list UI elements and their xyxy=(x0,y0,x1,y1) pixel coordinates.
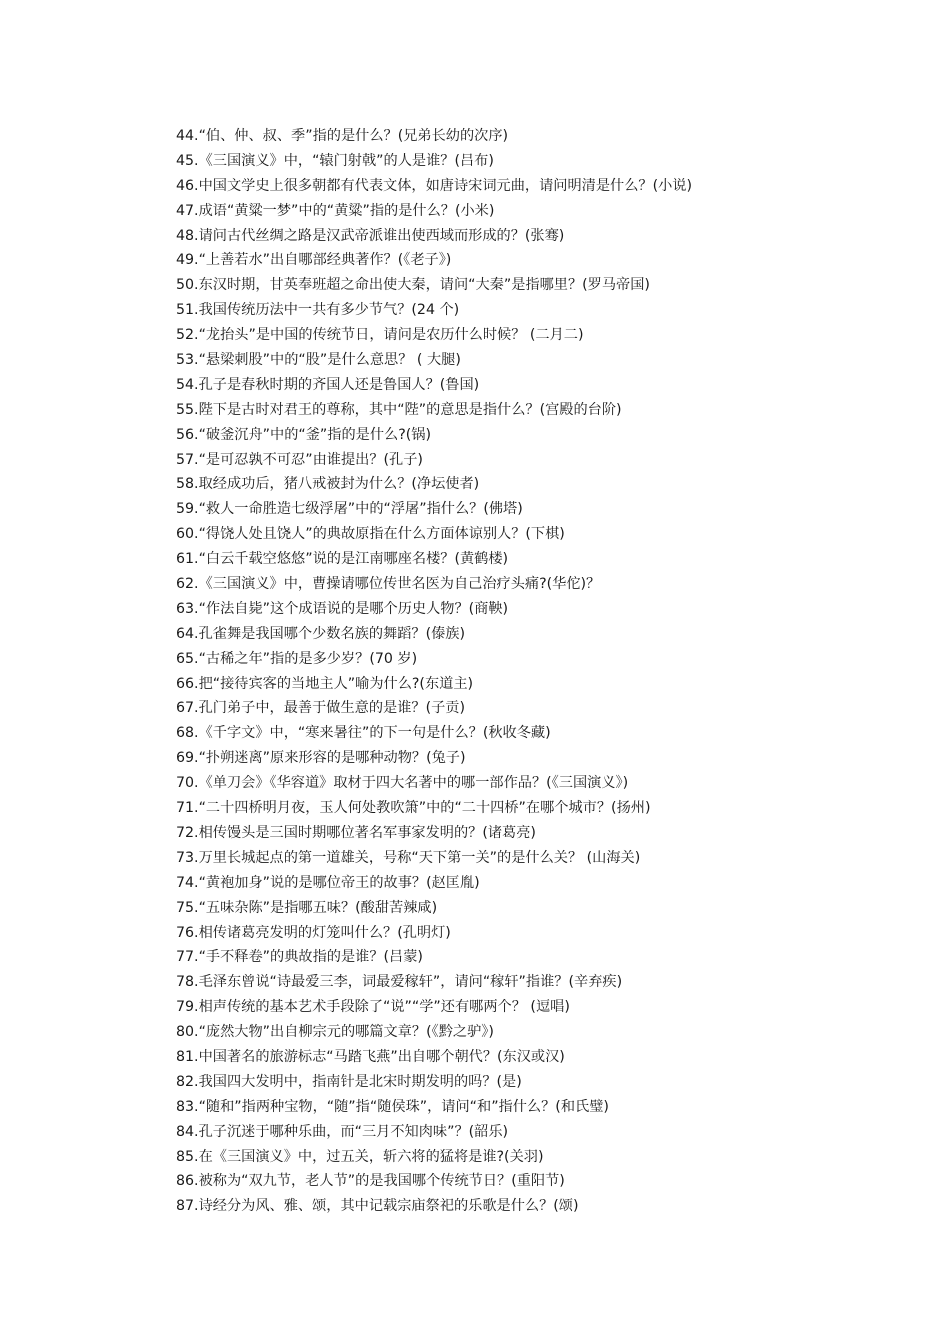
qa-line: 46.中国文学史上很多朝都有代表文体，如唐诗宋词元曲，请问明清是什么？(小说) xyxy=(176,177,693,194)
qa-line: 68.《千字文》中，“寒来暑往”的下一句是什么？(秋收冬藏) xyxy=(176,725,551,742)
qa-line: 72.相传馒头是三国时期哪位著名军事家发明的？(诸葛亮) xyxy=(176,824,536,841)
qa-line: 49.“上善若水”出自哪部经典著作？(《老子》) xyxy=(176,252,452,269)
qa-line: 62.《三国演义》中，曹操请哪位传世名医为自己治疗头痛?(华佗)？ xyxy=(176,576,601,593)
qa-line: 48.请问古代丝绸之路是汉武帝派谁出使西域而形成的？(张骞) xyxy=(176,227,565,244)
qa-line: 66.把“接待宾客的当地主人”喻为什么?(东道主) xyxy=(176,675,474,692)
qa-line: 87.诗经分为风、雅、颂，其中记载宗庙祭祀的乐歌是什么？(颂) xyxy=(176,1198,579,1215)
qa-line: 65.“古稀之年”指的是多少岁？(70 岁) xyxy=(176,650,418,667)
qa-line: 64.孔雀舞是我国哪个少数名族的舞蹈？(傣族) xyxy=(176,625,466,642)
qa-list xyxy=(176,124,856,1219)
qa-line: 77.“手不释卷”的典故指的是谁？(吕蒙) xyxy=(176,949,423,966)
qa-line: 67.孔门弟子中，最善于做生意的是谁？(子贡) xyxy=(176,700,466,717)
qa-line: 69.“扑朔迷离”原来形容的是哪种动物？(兔子) xyxy=(176,750,466,767)
qa-line: 52.“龙抬头”是中国的传统节日，请问是农历什么时候？ (二月二) xyxy=(176,327,584,344)
qa-line: 83.“随和”指两种宝物，“随”指“随侯珠”，请问“和”指什么？(和氏璧) xyxy=(176,1098,609,1115)
qa-line: 71.“二十四桥明月夜，玉人何处教吹箫”中的“二十四桥”在哪个城市？(扬州) xyxy=(176,800,651,817)
qa-line: 75.“五味杂陈”是指哪五味？(酸甜苦辣咸) xyxy=(176,899,438,916)
qa-line: 58.取经成功后，猪八戒被封为什么？(净坛使者) xyxy=(176,476,480,493)
qa-line: 44.“伯、仲、叔、季”指的是什么？(兄弟长幼的次序) xyxy=(176,128,509,144)
qa-line: 56.“破釜沉舟”中的“釜”指的是什么?(锅) xyxy=(176,426,432,443)
qa-line: 74.“黄袍加身”说的是哪位帝王的故事？(赵匡胤) xyxy=(176,874,480,891)
qa-line: 82.我国四大发明中，指南针是北宋时期发明的吗？(是) xyxy=(176,1073,522,1090)
qa-line: 45.《三国演义》中，“辕门射戟”的人是谁？(吕布) xyxy=(176,152,494,169)
qa-line: 86.被称为“双九节，老人节”的是我国哪个传统节日？(重阳节) xyxy=(176,1173,565,1190)
qa-line: 57.“是可忍孰不可忍”由谁提出？(孔子) xyxy=(176,451,423,468)
qa-line: 53.“悬梁刺股”中的“股”是什么意思？ ( 大腿) xyxy=(176,352,461,369)
qa-line: 81.中国著名的旅游标志“马踏飞燕”出自哪个朝代？(东汉或汉) xyxy=(176,1048,565,1065)
qa-line: 60.“得饶人处且饶人”的典故原指在什么方面体谅别人？(下棋) xyxy=(176,526,565,543)
qa-line: 51.我国传统历法中一共有多少节气？(24 个) xyxy=(176,302,460,319)
qa-line: 59.“救人一命胜造七级浮屠”中的“浮屠”指什么？(佛塔) xyxy=(176,501,523,518)
qa-line: 84.孔子沉迷于哪种乐曲，而“三月不知肉味”？(韶乐) xyxy=(176,1123,509,1140)
qa-line: 79.相声传统的基本艺术手段除了“说”“学”还有哪两个？ (逗唱) xyxy=(176,999,570,1016)
qa-line: 73.万里长城起点的第一道雄关，号称“天下第一关”的是什么关？ (山海关) xyxy=(176,849,641,866)
qa-line: 54.孔子是春秋时期的齐国人还是鲁国人？(鲁国) xyxy=(176,376,480,393)
qa-line: 76.相传诸葛亮发明的灯笼叫什么？(孔明灯) xyxy=(176,924,451,941)
qa-line: 55.陛下是古时对君王的尊称，其中“陛”的意思是指什么？(宫殿的台阶) xyxy=(176,401,622,418)
qa-line: 63.“作法自毙”这个成语说的是哪个历史人物？(商鞅) xyxy=(176,600,509,617)
qa-line: 85.在《三国演义》中，过五关，斩六将的猛将是谁?(关羽) xyxy=(176,1148,544,1165)
qa-line: 80.“庞然大物”出自柳宗元的哪篇文章？(《黔之驴》) xyxy=(176,1024,494,1041)
qa-line: 78.毛泽东曾说“诗最爱三李，词最爱稼轩”，请问“稼轩”指谁？(辛弃疾) xyxy=(176,974,623,991)
qa-line: 50.东汉时期，甘英奉班超之命出使大秦，请问“大秦”是指哪里？(罗马帝国) xyxy=(176,277,650,294)
qa-line: 70.《单刀会》《华容道》取材于四大名著中的哪一部作品？(《三国演义》) xyxy=(176,775,629,792)
qa-line: 47.成语“黄粱一梦”中的“黄粱”指的是什么？(小米) xyxy=(176,202,495,219)
qa-line: 61.“白云千载空悠悠”说的是江南哪座名楼？(黄鹤楼) xyxy=(176,551,509,568)
